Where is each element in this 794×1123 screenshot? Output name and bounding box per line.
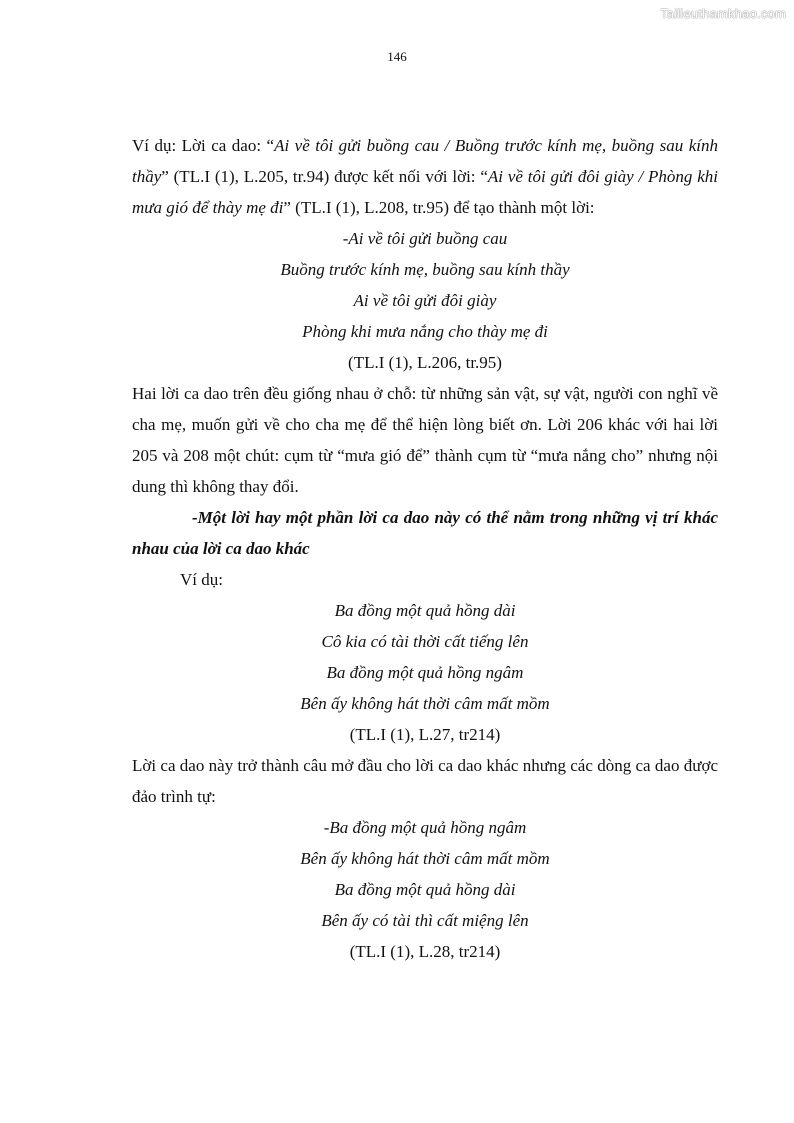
section-heading: -Một lời hay một phần lời ca dao này có thể nằm trong những vị trí khác nhau của lời ca dao khác [132,508,718,558]
poem-block [132,812,718,967]
poem-line: Buồng trước kính mẹ, buồng sau kính thầy [280,260,570,279]
poem-line: Ai về tôi gửi đôi giày [353,291,497,310]
poem-line: Ba đồng một quả hồng dài [334,601,516,620]
poem-line: Cô kia có tài thời cất tiếng lên [321,632,529,651]
text-fragment: ” (TL.I (1), L.205, tr.94) được kết nối với lời: “ [161,167,488,186]
page-number: 146 [387,49,407,64]
poem-citation: (TL.I (1), L.28, tr214) [349,942,501,961]
text-fragment: Ví dụ: Lời ca dao: “ [132,136,275,155]
quote-fragment: Ai về tôi gửi đôi giày / Phòng khi mưa gió để thày mẹ đi [132,167,718,217]
poem-line: Ba đồng một quả hồng dài [334,880,516,899]
text-fragment: ” (TL.I (1), L.208, tr.95) để tạo thành một lời: [283,198,595,217]
poem-line: -Ai về tôi gửi buồng cau [342,229,508,248]
poem-line: Bên ấy không hát thời câm mất mồm [300,849,550,868]
poem-line: Phòng khi mưa nắng cho thày mẹ đi [302,322,548,341]
poem-citation: (TL.I (1), L.27, tr214) [349,725,501,744]
poem-line: Bên ấy có tài thì cất miệng lên [321,911,529,930]
paragraph-comparison: Hai lời ca dao trên đều giống nhau ở chỗ: từ những sản vật, sự vật, người con nghĩ về cha mẹ, muốn gửi về cho cha mẹ để thể hiện lòng biết ơn. Lời 206 khác với hai lời 205 và 208 một chút: cụm từ “mưa gió để” thành cụm từ “mưa nắng cho” nhưng nội dung thì không thay đổi. [132,384,718,496]
poem-line: -Ba đồng một quả hồng ngâm [323,818,527,837]
quote-fragment: Ai về tôi gửi buồng cau / Buồng trước kính mẹ, buồng sau kính thầy [132,136,718,186]
poem-line: Ba đồng một quả hồng ngâm [326,663,524,682]
paragraph-reorder: Lời ca dao này trở thành câu mở đầu cho lời ca dao khác nhưng các dòng ca dao được đảo trình tự: [132,756,718,806]
watermark: Tailieuthamkhao.com [660,6,786,21]
paragraph-example-intro [132,130,718,223]
example-label: Ví dụ: [180,570,223,589]
poem-block [132,223,718,378]
poem-citation: (TL.I (1), L.206, tr.95) [348,353,502,372]
document-body [132,130,718,967]
poem-block [132,595,718,750]
poem-line: Bên ấy không hát thời câm mất mồm [300,694,550,713]
